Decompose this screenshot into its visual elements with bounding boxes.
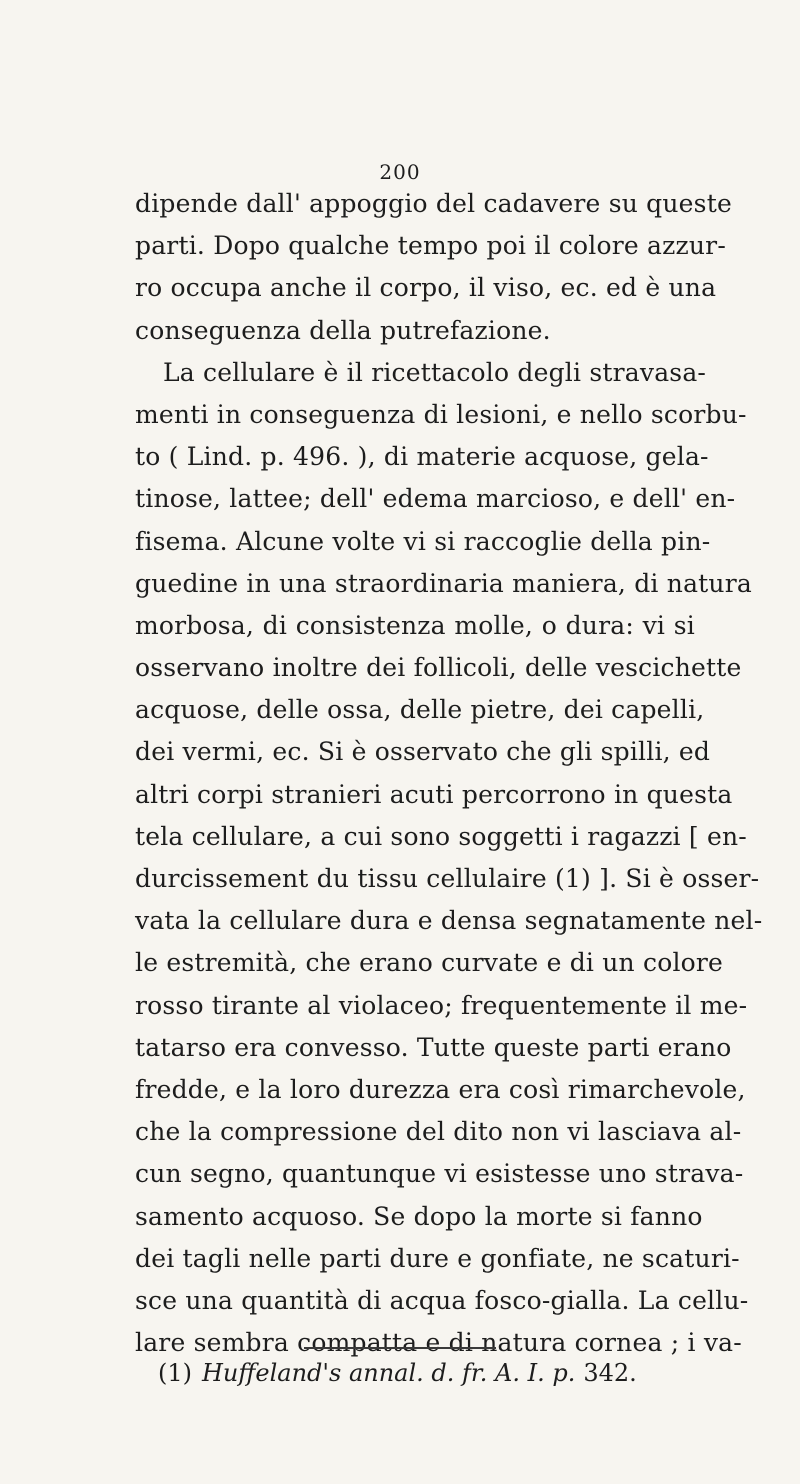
text-line: durcissement du tissu cellulaire (1) ]. Si è osser- [135,864,760,893]
text-line: menti in conseguenza di lesioni, e nello scorbu- [135,399,747,429]
text-line: La cellulare è il ricettacolo degli stravasa- [163,357,707,387]
text-line: tinose, lattee; dell' edema marcioso, e dell' en- [135,484,736,514]
text-line: lare sembra compatta e di natura cornea ; i va- [135,1328,742,1358]
text-line: dipende dall' appoggio del cadavere su queste [135,189,732,218]
page-number: 200 [379,160,421,184]
text-line: to ( Lind. p. 496. ), di materie acquose, gela- [135,442,709,472]
text-line: dei vermi, ec. Si è osservato che gli spilli, ed [135,737,711,767]
text-line: fisema. Alcune volte vi si raccoglie della pin- [135,526,711,556]
text-line: che la compressione del dito non vi lasciava al- [135,1117,742,1147]
footnote-reference: Huffeland's annal. d. fr. A. I. p. [202,1359,576,1387]
footnote-marker: (1) [158,1359,192,1387]
text-line: fredde, e la loro durezza era così rimarchevole, [135,1074,746,1104]
text-line: le estremità, che erano curvate e di un colore [135,948,724,978]
text-line: tatarso era convesso. Tutte queste parti erano [135,1032,732,1062]
text-line: dei tagli nelle parti dure e gonfiate, ne scaturi- [135,1243,740,1273]
text-line: osservano inoltre dei follicoli, delle vescichette [135,653,742,683]
text-line: guedine in una straordinaria maniera, di natura [135,568,752,598]
text-line: vata la cellulare dura e densa segnatamente nel- [135,906,763,936]
text-line: altri corpi stranieri acuti percorrono in questa [135,779,733,809]
text-line: cun segno, quantunque vi esistesse uno strava- [135,1159,744,1189]
footnote-page: 342. [583,1359,637,1387]
text-line: sce una quantità di acqua fosco-gialla. La cellu- [135,1285,749,1315]
text-line: parti. Dopo qualche tempo poi il colore azzur- [135,231,726,261]
text-line: samento acquoso. Se dopo la morte si fanno [135,1201,703,1231]
text-line: morbosa, di consistenza molle, o dura: vi si [135,610,695,640]
footnote-divider [304,1347,496,1349]
text-line: conseguenza della putrefazione. [135,315,551,345]
text-line: acquose, delle ossa, delle pietre, dei capelli, [135,695,705,725]
text-line: rosso tirante al violaceo; frequentemente il me- [135,990,748,1020]
body-text [135,183,763,1364]
footnote [158,1353,637,1393]
text-line: tela cellulare, a cui sono soggetti i ragazzi [ en- [135,821,747,851]
text-line: ro occupa anche il corpo, il viso, ec. ed è una [135,273,717,303]
